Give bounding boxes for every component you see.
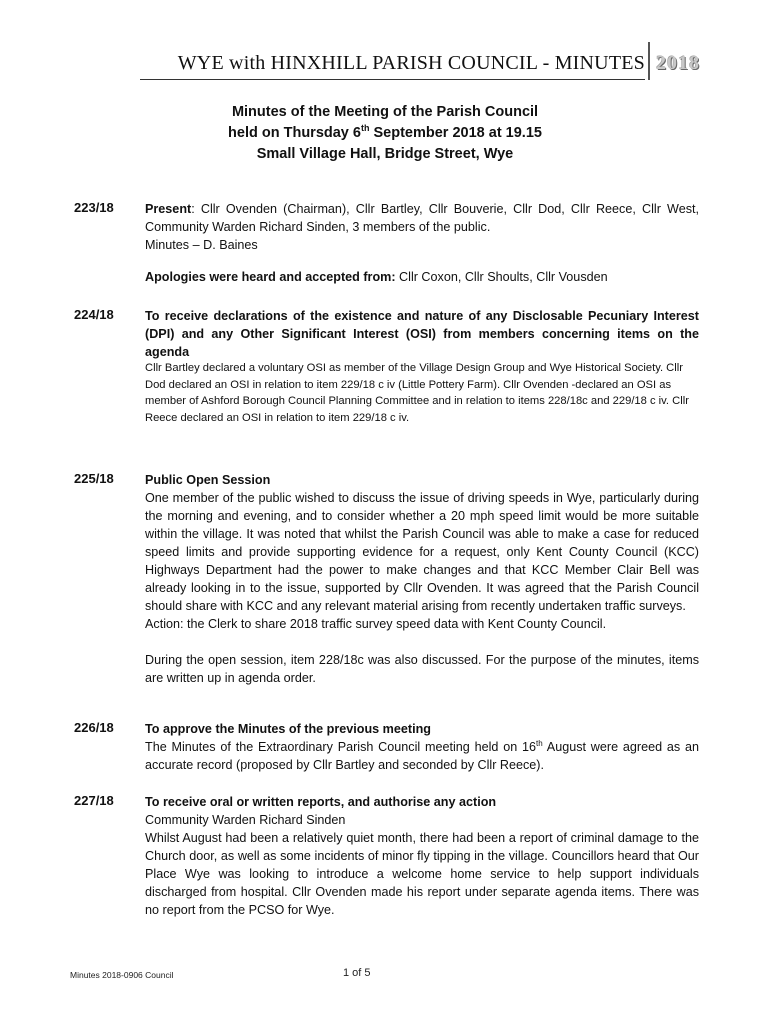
item-number: 226/18 [74, 720, 114, 735]
item-heading: To receive declarations of the existence and nature of any Disclosable Pecuniary Interest (DPI) and any Other Significant Interest (OSI) from members concerning items on the agenda [145, 309, 699, 359]
title-line-2 [0, 123, 770, 144]
item-number: 227/18 [74, 793, 114, 808]
item-text-pre: The Minutes of the Extraordinary Parish Council meeting held on 16 [145, 740, 537, 754]
item-text-post: August were agreed as an accurate record (proposed by Cllr Bartley and seconded by Cllr Reece). [145, 740, 700, 772]
title-line-3: Small Village Hall, Bridge Street, Wye [256, 146, 514, 162]
apologies-paragraph [145, 268, 699, 286]
item-body [145, 307, 699, 361]
item-text-sup: th [536, 739, 543, 748]
action-text: Action: the Clerk to share 2018 traffic survey speed data with Kent County Council. [145, 617, 607, 631]
item-heading: To approve the Minutes of the previous meeting [145, 722, 431, 736]
item-heading: To receive oral or written reports, and authorise any action [145, 795, 497, 809]
header-year: 2018 [656, 52, 700, 74]
present-label: Present [145, 202, 192, 216]
title-line-2-pre: held on Thursday 6 [228, 125, 361, 141]
item-number: 224/18 [74, 307, 114, 322]
item-subheading: Community Warden Richard Sinden [145, 813, 346, 827]
item-body [145, 200, 699, 286]
title-line-1: Minutes of the Meeting of the Parish Council [231, 104, 539, 120]
title-line-2-sup: th [360, 123, 370, 133]
meeting-title [0, 102, 770, 165]
item-body [145, 793, 699, 919]
title-line-2-post: September 2018 at 19.15 [369, 125, 542, 141]
footer-doc-ref: Minutes 2018-0906 Council [70, 970, 174, 980]
apologies-label: Apologies were heard and accepted from: [145, 270, 396, 284]
header-title: WYE with HINXHILL PARISH COUNCIL - MINUTES [177, 52, 645, 74]
item-text: Cllr Bartley declared a voluntary OSI as member of the Village Design Group and Wye Historical Society. Cllr Dod declared an OSI in relation to item 229/18 c iv (Little Pottery Farm). Cllr Ovenden -declared an OSI as member of Ashford Borough Council Planning Committee and in relation to items 228/18c and 229/18 c iv. Cllr Reece declared an OSI in relation to item 229/18 c iv. [145, 362, 689, 424]
item-text [145, 738, 699, 774]
item-body [145, 720, 699, 774]
item-text-2: During the open session, item 228/18c was also discussed. For the purpose of the minutes, items are written up in agenda order. [145, 653, 699, 685]
page-header [0, 40, 770, 80]
item-number: 223/18 [74, 200, 114, 215]
item-text: Whilst August had been a relatively quiet month, there had been a report of criminal damage to the Church door, as well as some incidents of minor fly tipping in the village. Councillors heard that Our Place Wye was looking to introduce a welcome home service to help support individuals discharged from hospital. Cllr Ovenden made his report under separate agenda items. There was no report from the PCSO for Wye. [145, 831, 699, 917]
apologies-text: Cllr Coxon, Cllr Shoults, Cllr Vousden [395, 270, 608, 284]
header-divider [648, 42, 650, 80]
present-paragraph [145, 200, 699, 236]
footer-page-number: 1 of 5 [343, 967, 371, 979]
minutes-by: Minutes – D. Baines [145, 238, 258, 252]
header-rule [140, 79, 645, 80]
item-heading: Public Open Session [145, 473, 271, 487]
present-text: : Cllr Ovenden (Chairman), Cllr Bartley, Cllr Bouverie, Cllr Dod, Cllr Reece, Cllr West, Community Warden Richard Sinden, 3 members of the public. [145, 202, 699, 234]
item-body [145, 471, 699, 687]
item-number: 225/18 [74, 471, 114, 486]
item-text: One member of the public wished to discuss the issue of driving speeds in Wye, particularly during the morning and evening, and to consider whether a 20 mph speed limit would be more suitable within the village. It was noted that whilst the Parish Council was able to make a case for reduced speed limits and provide supporting evidence for a request, only Kent County Council (KCC) Highways Department had the power to make changes and that KCC Member Clair Bell was already looking in to the issue, supported by Cllr Ovenden. It was agreed that the Parish Council should share with KCC and any relevant material arising from recently undertaken traffic surveys. [145, 491, 699, 613]
